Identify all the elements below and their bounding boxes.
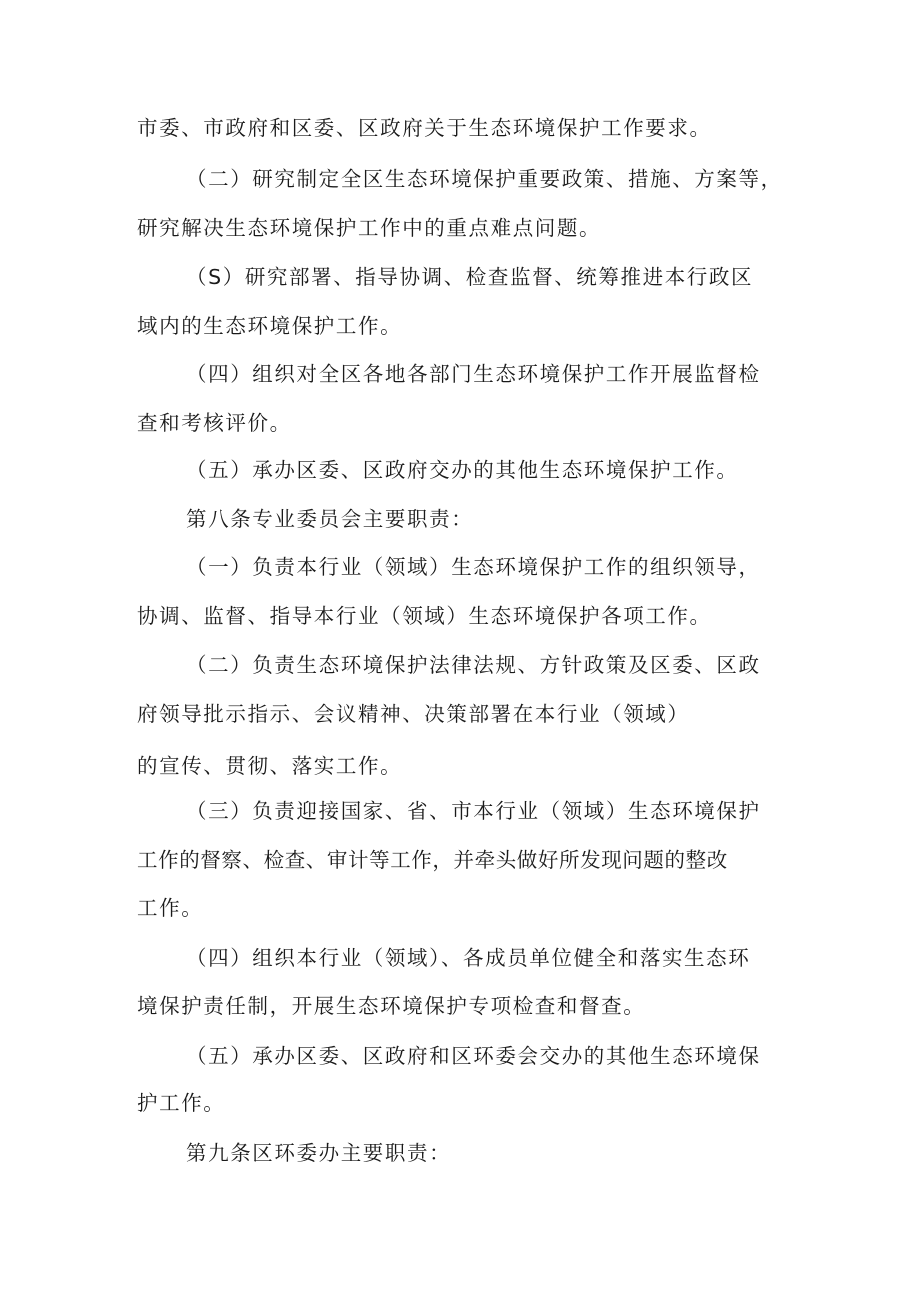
text-line: （二）研究制定全区生态环境保护重要政策、措施、方案等， xyxy=(186,167,783,191)
text-line: 域内的生态环境保护工作。 xyxy=(137,314,403,338)
text-line: （四）组织对全区各地各部门生态环境保护工作开展监督检 xyxy=(186,362,761,386)
text-line: 的宣传、贯彻、落实工作。 xyxy=(137,754,403,778)
text-line: （五）承办区委、区政府和区环委会交办的其他生态环境保 xyxy=(186,1044,761,1068)
text-line: （四）组织本行业（领域）、各成员单位健全和落实生态环 xyxy=(186,946,751,970)
text-line: 工作。 xyxy=(137,896,204,920)
text-line: 协调、监督、指导本行业（领域）生态环境保护各项工作。 xyxy=(137,604,712,628)
text-line: （三）负责迎接国家、省、市本行业（领域）生态环境保护 xyxy=(186,799,761,823)
article-heading: 第八条专业委员会主要职责： xyxy=(186,507,474,531)
text-line: 查和考核评价。 xyxy=(137,411,292,435)
text-line: （五）承办区委、区政府交办的其他生态环境保护工作。 xyxy=(186,458,739,482)
text-line: （S）研究部署、指导协调、检查监督、统筹推进本行政区 xyxy=(186,265,754,289)
text-line: 研究解决生态环境保护工作中的重点难点问题。 xyxy=(137,216,602,240)
text-line: （二）负责生态环境保护法律法规、方针政策及区委、区政 xyxy=(186,653,761,677)
text-line: 境保护责任制，开展生态环境保护专项检查和督查。 xyxy=(137,994,646,1018)
text-line: 府领导批示指示、会议精神、决策部署在本行业（领域） xyxy=(137,702,690,726)
text-line: （一）负责本行业（领域）生态环境保护工作的组织领导， xyxy=(186,555,761,579)
text-line: 工作的督察、检查、审计等工作，并牵头做好所发现问题的整改 xyxy=(137,848,728,872)
text-line: 护工作。 xyxy=(137,1091,226,1115)
text-line: 市委、市政府和区委、区政府关于生态环境保护工作要求。 xyxy=(137,116,712,140)
article-heading: 第九条区环委办主要职责： xyxy=(186,1141,452,1165)
